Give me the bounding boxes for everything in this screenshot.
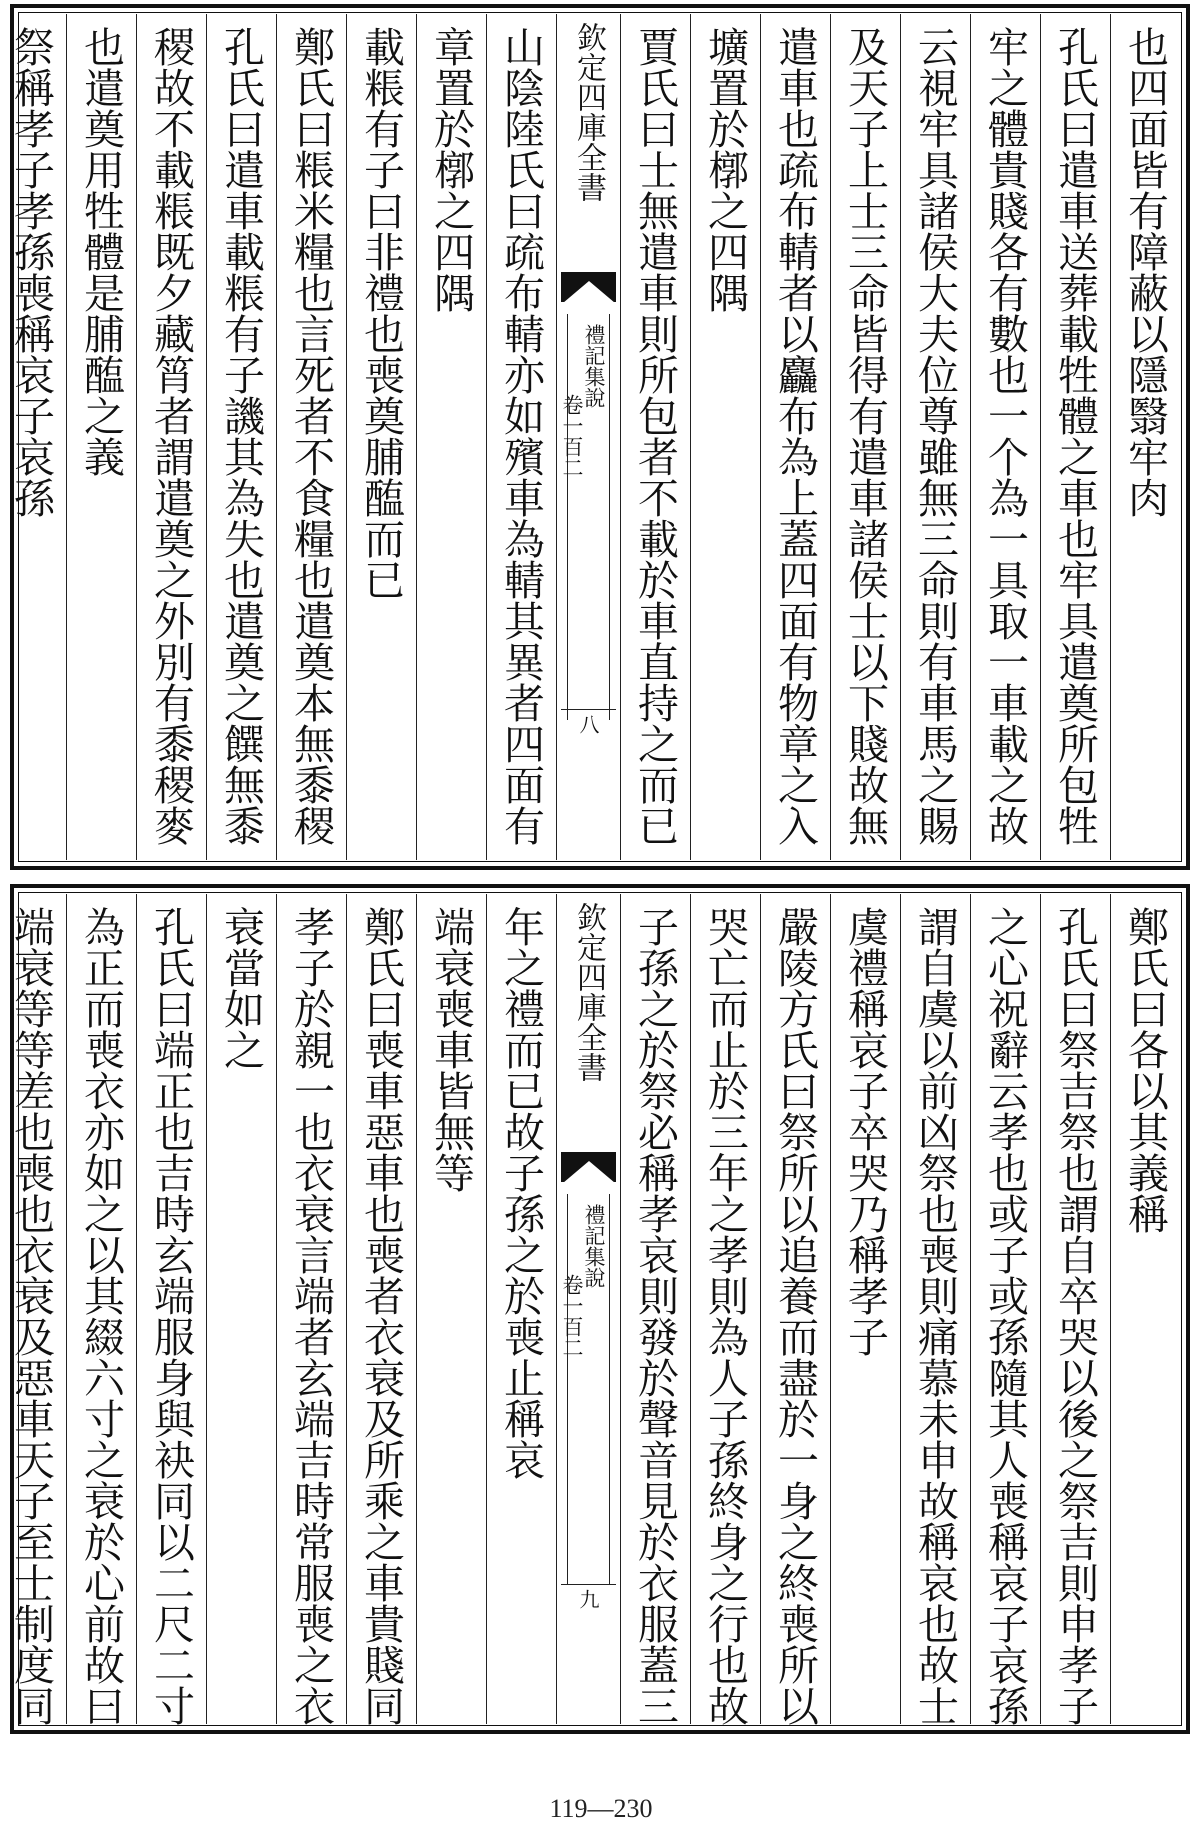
text-column: 載粻有子曰非禮也喪奠脯醢而已 xyxy=(346,14,416,860)
text-column: 年之禮而已故子孫之於喪止稱哀 xyxy=(486,894,556,1724)
bottom-page-columns xyxy=(7,894,1180,1726)
text-column: 哭亡而止於三年之孝則為人子孫終身之行也故 xyxy=(690,894,760,1724)
text-column: 嚴陵方氏曰祭所以追養而盡於一身之終喪所以 xyxy=(760,894,830,1724)
top-page-frame xyxy=(7,4,1190,870)
text-column: 稷故不載粻既夕藏筲者謂遣奠之外別有黍稷麥 xyxy=(136,14,206,860)
text-column: 壙置於槨之四隅 xyxy=(690,14,760,860)
top-page-columns xyxy=(7,14,1180,860)
text-column: 鄭氏曰喪車惡車也喪者衣衰及所乘之車貴賤同 xyxy=(346,894,416,1724)
fish-tail-ornament xyxy=(561,272,616,302)
text-column: 云視牢具諸侯大夫位尊雖無三命則有車馬之賜 xyxy=(900,14,970,860)
divider-line xyxy=(609,1194,610,1584)
text-column: 衰當如之 xyxy=(206,894,276,1724)
text-column: 孔氏曰端正也吉時玄端服身與袂同以二尺二寸 xyxy=(136,894,206,1724)
running-title: 欽定四庫全書 xyxy=(571,22,606,202)
text-column: 端衰喪車皆無等 xyxy=(416,894,486,1724)
text-column: 及天子上士三命皆得有遣車諸侯士以下賤故無 xyxy=(830,14,900,860)
text-column: 山陰陸氏曰疏布輤亦如殯車為輤其異者四面有 xyxy=(486,14,556,860)
volume-label: 卷一百二 xyxy=(560,394,584,478)
text-column: 謂自虞以前凶祭也喪則痛慕未申故稱哀也故士 xyxy=(900,894,970,1724)
text-column: 牢之體貴賤各有數也一个為一具取一車載之故 xyxy=(970,14,1040,860)
text-column: 賈氏曰士無遣車則所包者不載於車直持之而已 xyxy=(620,14,690,860)
volume-label: 卷一百二 xyxy=(560,1274,584,1358)
text-column: 遣車也疏布輤者以麤布為上蓋四面有物章之入 xyxy=(760,14,830,860)
text-column: 祭稱孝子孝孫喪稱哀子哀孫 xyxy=(7,26,55,518)
text-column: 也遣奠用牲體是脯醢之義 xyxy=(66,14,136,860)
text-column: 孔氏曰遣車送葬載牲體之車也牢具遣奠所包牲 xyxy=(1040,14,1110,860)
center-fold xyxy=(556,894,620,1724)
text-column: 為正而喪衣亦如之以其綴六寸之衰於心前故曰 xyxy=(66,894,136,1724)
book-title: 禮記集說 xyxy=(582,324,606,408)
divider-line xyxy=(609,314,610,720)
page-code: 119—230 xyxy=(549,1794,653,1823)
text-column: 也四面皆有障蔽以隱翳牢肉 xyxy=(1110,14,1180,860)
text-column: 鄭氏曰各以其義稱 xyxy=(1110,894,1180,1724)
center-fold xyxy=(556,14,620,860)
text-column: 之心祝辭云孝也或子或孫隨其人喪稱哀子哀孫 xyxy=(970,894,1040,1724)
leaf-number: 九 xyxy=(576,1589,600,1609)
text-column: 端衰等等差也喪也衣衰及惡車天子至士制度同 xyxy=(7,906,55,1726)
divider-line xyxy=(567,1194,568,1584)
bottom-page-frame xyxy=(7,884,1190,1734)
book-title: 禮記集說 xyxy=(582,1204,606,1288)
text-column: 孔氏曰遣車載粻有子譏其為失也遣奠之饌無黍 xyxy=(206,14,276,860)
running-title: 欽定四庫全書 xyxy=(571,902,606,1082)
text-column: 孝子於親一也衣衰言端者玄端吉時常服喪之衣 xyxy=(276,894,346,1724)
text-column: 孔氏曰祭吉祭也謂自卒哭以後之祭吉則申孝子 xyxy=(1040,894,1110,1724)
text-column: 章置於槨之四隅 xyxy=(416,14,486,860)
text-column: 子孫之於祭必稱孝哀則發於聲音見於衣服蓋三 xyxy=(620,894,690,1724)
text-column: 鄭氏曰粻米糧也言死者不食糧也遣奠本無黍稷 xyxy=(276,14,346,860)
text-column: 虞禮稱哀子卒哭乃稱孝子 xyxy=(830,894,900,1724)
divider-line xyxy=(561,1584,616,1585)
divider-line xyxy=(567,314,568,720)
fish-tail-ornament xyxy=(561,1152,616,1182)
leaf-number: 八 xyxy=(576,714,600,734)
divider-line xyxy=(561,709,616,710)
